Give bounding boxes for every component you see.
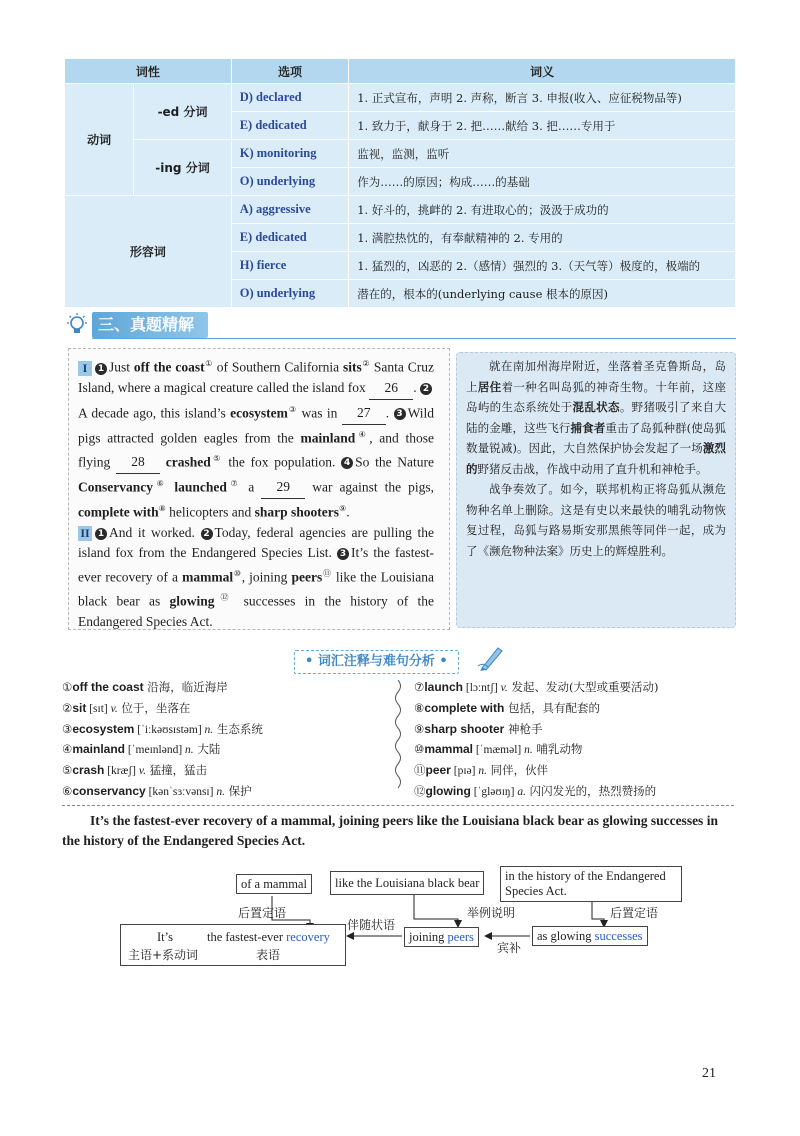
meaning-cell: 监视，监测，监听	[349, 140, 736, 168]
box-like-bear: like the Louisiana black bear	[330, 871, 484, 895]
arrow-example	[414, 893, 458, 926]
pos-adjective: 形容词	[65, 196, 232, 308]
main-its: It’s	[157, 930, 173, 944]
list-item: ⑦launch [lɔːntʃ] v. 发起、发动(大型或重要活动)	[414, 680, 659, 694]
label-object-complement: 宾补	[497, 941, 522, 955]
blank-27: 27	[342, 403, 386, 425]
paragraph-marker: I	[78, 361, 92, 376]
arrow-postmod-2	[592, 902, 604, 926]
paragraph-marker: II	[78, 526, 92, 541]
analysis-sentence: It’s the fastest-ever recovery of a mammal, joining peers like the Louisiana black bear as glowing successes in the history of the Endangered Species Act.	[62, 813, 718, 848]
translation-paragraph-1: 就在南加州海岸附近，坐落着圣克鲁斯岛，岛上居住着一种名叫岛狐的神奇生物。十年前，这座岛屿的生态系统处于混乱状态。野猪吸引了来自大陆的金雕，这些飞行捕食者重击了岛狐种群(使岛狐数量锐减)。因此，大自然保护协会发起了一场激烈的野猪反击战，作战中动用了直升机和神枪手。	[466, 359, 727, 476]
option-cell: E) dedicated	[231, 112, 349, 140]
paragraph-1: I 1 Just off the coast① of Southern California sits② Santa Cruz Island, where a magical creature called the island fox 26 . 2A decade ago, this island’s ecosystem③ was in 27 . 3 Wild pigs attracted golden eagles from the mainland④, and those flying 28 crashed⑤ the fox population. 4 So the Nature Conservancy⑥ launched⑦ a 29 war against the pigs, complete with⑧ helicopters and sharp shooters⑨.	[78, 359, 435, 519]
option-cell: K) monitoring	[231, 140, 349, 168]
blank-29: 29	[261, 477, 305, 499]
box-as-glowing: as glowing successes	[532, 926, 648, 946]
option-cell: H) fierce	[231, 252, 349, 280]
notes-title: • 词汇注释与难句分析 •	[294, 650, 459, 674]
meaning-cell: 1. 正式宣布，声明 2. 声称，断言 3. 申报(收入、应征税物品等)	[349, 84, 736, 112]
label-postmod-1: 后置定语	[238, 906, 287, 920]
meaning-cell: 1. 好斗的，挑衅的 2. 有进取心的；汲汲于成功的	[349, 196, 736, 224]
blank-28: 28	[116, 452, 160, 474]
header-option: 选项	[231, 59, 349, 84]
form-ed: -ed 分词	[134, 84, 231, 140]
meaning-cell: 1. 满腔热忱的，有奉献精神的 2. 专用的	[349, 224, 736, 252]
list-item: ⑪peer [pɪə] n. 同伴，伙伴	[414, 763, 549, 778]
list-item: ③ecosystem [ˈiːkəʊsɪstəm] n. 生态系统	[62, 721, 263, 736]
meaning-cell: 潜在的，根本的(underlying cause 根本的原因)	[349, 280, 736, 308]
list-item: ⑧complete with 包括，具有配套的	[414, 700, 600, 715]
header-pos: 词性	[65, 59, 232, 84]
label-adverbial: 伴随状语	[347, 918, 396, 932]
list-item: ⑥conservancy [kənˈsɜːvənsɪ] n. 保护	[62, 783, 252, 798]
label-subject-linking: 主语+系动词	[128, 948, 199, 962]
meaning-cell: 1. 致力于，献身于 2. 把……献给 3. 把……专用于	[349, 112, 736, 140]
box-history: in the history of the Endangered Species Act.	[500, 866, 682, 902]
page-number: 21	[702, 1066, 716, 1081]
list-item: ①off the coast 沿海，临近海岸	[62, 680, 228, 694]
option-cell: O) underlying	[231, 168, 349, 196]
pos-verb: 动词	[65, 84, 134, 196]
main-predicative: the fastest-ever recovery	[207, 930, 330, 944]
option-cell: E) dedicated	[231, 224, 349, 252]
box-joining-peers: joining peers	[404, 927, 479, 947]
paragraph-2: II 1 And it worked. 2 Today, federal agencies are pulling the island fox from the Endangered Species List. 3 It’s the fastest-ever recovery of a mammal⑩, joining peers⑪ like the Louisiana black bear as glowing⑫ successes in the history of the Endangered Species Act.	[78, 524, 435, 629]
translation-paragraph-2: 战争奏效了。如今，联邦机构正将岛狐从濒危物种名单上删除。这是有史以来最快的哺乳动物恢复过程，岛狐与路易斯安那黑熊等同伴一起，成为了《濒危物种法案》历史上的辉煌胜利。	[466, 482, 726, 558]
form-ing: -ing 分词	[134, 140, 231, 196]
option-cell: A) aggressive	[231, 196, 349, 224]
list-item: ⑩mammal [ˈmæməl] n. 哺乳动物	[414, 742, 583, 757]
option-cell: D) declared	[231, 84, 349, 112]
label-predicative: 表语	[256, 948, 281, 962]
option-cell: O) underlying	[231, 280, 349, 308]
box-of-a-mammal: of a mammal	[236, 874, 312, 894]
label-example: 举例说明	[467, 906, 516, 920]
list-item: ⑤crash [kræʃ] v. 猛撞，猛击	[62, 763, 208, 778]
list-item: ⑨sharp shooter 神枪手	[414, 721, 543, 736]
section-title: 三、真题精解	[92, 312, 208, 338]
list-item: ⑫glowing [ˈgləʊɪŋ] a. 闪闪发光的，热烈赞扬的	[414, 783, 657, 798]
blank-26: 26	[369, 378, 413, 400]
header-meaning: 词义	[349, 59, 736, 84]
meaning-cell: 1. 猛烈的，凶恶的 2.（感情）强烈的 3.（天气等）极度的，极端的	[349, 252, 736, 280]
list-item: ②sit [sɪt] v. 位于，坐落在	[62, 700, 191, 715]
label-postmod-2: 后置定语	[610, 906, 659, 920]
meaning-cell: 作为……的原因；构成……的基础	[349, 168, 736, 196]
list-item: ④mainland [ˈmeɪnlənd] n. 大陆	[62, 742, 221, 757]
